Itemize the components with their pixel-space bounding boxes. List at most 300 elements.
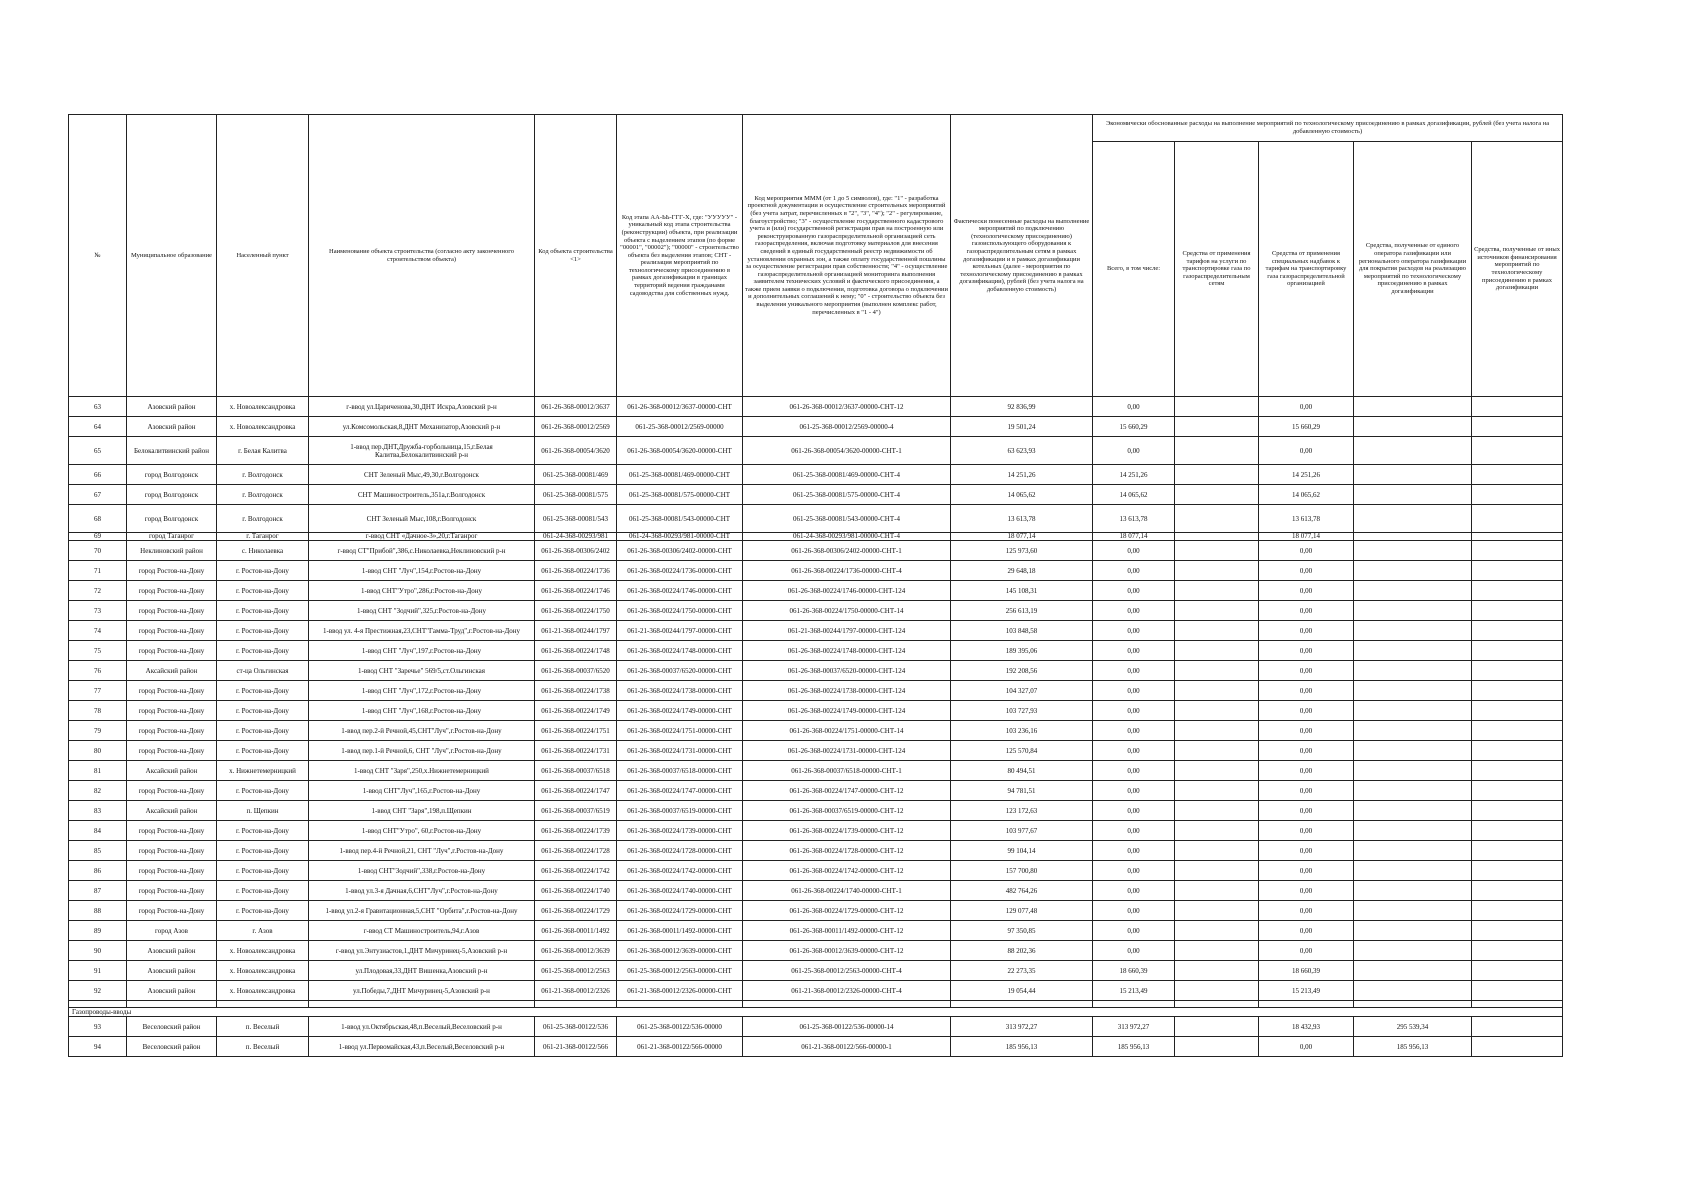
special-markups-cell: 0,00 bbox=[1259, 901, 1354, 921]
row-number: 72 bbox=[69, 581, 127, 601]
municipality-cell: город Ростов-на-Дону bbox=[127, 841, 217, 861]
actual-costs-cell: 185 956,13 bbox=[951, 1037, 1093, 1057]
total-cell: 18 077,14 bbox=[1093, 533, 1175, 541]
special-markups-cell: 14 251,26 bbox=[1259, 465, 1354, 485]
total-cell: 0,00 bbox=[1093, 721, 1175, 741]
municipality-cell: Азовский район bbox=[127, 961, 217, 981]
settlement-cell: г. Таганрог bbox=[217, 533, 309, 541]
settlement-cell: с. Николаевка bbox=[217, 541, 309, 561]
table-row bbox=[69, 505, 1563, 533]
special-markups-cell: 0,00 bbox=[1259, 541, 1354, 561]
operator-funds-cell: 295 539,34 bbox=[1354, 1017, 1472, 1037]
object-name-cell: 1-ввод ул.Октябрьская,48,п.Веселый,Веселовский р-н bbox=[309, 1017, 535, 1037]
event-code-cell: 061-26-368-00037/6520-00000-СНТ-124 bbox=[743, 661, 951, 681]
object-code-cell: 061-26-368-00224/1736 bbox=[535, 561, 617, 581]
event-code-cell: 061-25-368-00081/543-00000-СНТ-4 bbox=[743, 505, 951, 533]
object-name-cell: 1-ввод СНТ "Луч",154,г.Ростов-на-Дону bbox=[309, 561, 535, 581]
object-name-cell: 1-ввод СНТ"Луч",165,г.Ростов-на-Дону bbox=[309, 781, 535, 801]
row-number: 85 bbox=[69, 841, 127, 861]
settlement-cell: г. Волгодонск bbox=[217, 505, 309, 533]
event-code-cell: 061-26-368-00054/3620-00000-СНТ-1 bbox=[743, 437, 951, 465]
tariff-transport-cell bbox=[1175, 601, 1259, 621]
operator-funds-cell bbox=[1354, 821, 1472, 841]
separator-cell bbox=[951, 1001, 1093, 1008]
tariff-transport-cell bbox=[1175, 397, 1259, 417]
special-markups-cell: 0,00 bbox=[1259, 601, 1354, 621]
table-row bbox=[69, 561, 1563, 581]
stage-code-cell: 061-26-368-00224/1738-00000-СНТ bbox=[617, 681, 743, 701]
municipality-cell: город Ростов-на-Дону bbox=[127, 881, 217, 901]
settlement-cell: г. Ростов-на-Дону bbox=[217, 901, 309, 921]
stage-code-cell: 061-25-368-00012/2569-00000 bbox=[617, 417, 743, 437]
table-row bbox=[69, 581, 1563, 601]
table-row bbox=[69, 901, 1563, 921]
header-actual-costs: Фактически понесенные расходы на выполнение мероприятий по подключению (технологическому присоединению) газоиспользующего оборудования к газораспределительным сетям в рамках догазификации и в рамках догазификации котельных (далее - мероприятия по технологическому присоединению в рамках догазификации), рублей (без учета налога на добавленную стоимость) bbox=[951, 115, 1093, 397]
table-row bbox=[69, 981, 1563, 1001]
tariff-transport-cell bbox=[1175, 505, 1259, 533]
other-sources-cell bbox=[1472, 981, 1563, 1001]
settlement-cell: г. Белая Калитва bbox=[217, 437, 309, 465]
operator-funds-cell bbox=[1354, 861, 1472, 881]
total-cell: 0,00 bbox=[1093, 681, 1175, 701]
event-code-cell: 061-26-368-00012/3637-00000-СНТ-12 bbox=[743, 397, 951, 417]
table-row bbox=[69, 1017, 1563, 1037]
stage-code-cell: 061-21-368-00012/2326-00000-СНТ bbox=[617, 981, 743, 1001]
object-name-cell: 1-ввод СНТ "Луч",197,г.Ростов-на-Дону bbox=[309, 641, 535, 661]
object-code-cell: 061-26-368-00224/1749 bbox=[535, 701, 617, 721]
settlement-cell: г. Ростов-на-Дону bbox=[217, 681, 309, 701]
stage-code-cell: 061-21-368-00122/566-00000 bbox=[617, 1037, 743, 1057]
row-number: 69 bbox=[69, 533, 127, 541]
header-tariff-transport: Средства от применения тарифов на услуги по транспортировке газа по газораспределительным сетям bbox=[1175, 142, 1259, 397]
event-code-cell: 061-26-368-00224/1738-00000-СНТ-124 bbox=[743, 681, 951, 701]
row-number: 84 bbox=[69, 821, 127, 841]
tariff-transport-cell bbox=[1175, 621, 1259, 641]
total-cell: 0,00 bbox=[1093, 941, 1175, 961]
tariff-transport-cell bbox=[1175, 881, 1259, 901]
separator-row bbox=[69, 1001, 1563, 1008]
object-name-cell: 1-ввод ул.2-я Гравитационная,5,СНТ "Орбита",г.Ростов-на-Дону bbox=[309, 901, 535, 921]
operator-funds-cell bbox=[1354, 541, 1472, 561]
settlement-cell: п. Щепкин bbox=[217, 801, 309, 821]
row-number: 78 bbox=[69, 701, 127, 721]
event-code-cell: 061-25-368-00122/536-00000-14 bbox=[743, 1017, 951, 1037]
event-code-cell: 061-26-368-00224/1742-00000-СНТ-12 bbox=[743, 861, 951, 881]
table-row bbox=[69, 821, 1563, 841]
row-number: 91 bbox=[69, 961, 127, 981]
row-number: 82 bbox=[69, 781, 127, 801]
event-code-cell: 061-25-368-00081/469-00000-СНТ-4 bbox=[743, 465, 951, 485]
stage-code-cell: 061-26-368-00224/1736-00000-СНТ bbox=[617, 561, 743, 581]
object-code-cell: 061-26-368-00224/1739 bbox=[535, 821, 617, 841]
operator-funds-cell bbox=[1354, 533, 1472, 541]
object-name-cell: ул.Плодовая,33,ДНТ Вишенка,Азовский р-н bbox=[309, 961, 535, 981]
special-markups-cell: 0,00 bbox=[1259, 621, 1354, 641]
object-name-cell: 1-ввод СНТ "Заречье" 569/5,ст.Ольгинская bbox=[309, 661, 535, 681]
special-markups-cell: 0,00 bbox=[1259, 397, 1354, 417]
special-markups-cell: 0,00 bbox=[1259, 681, 1354, 701]
other-sources-cell bbox=[1472, 901, 1563, 921]
object-name-cell: 1-ввод СНТ "Луч",168,г.Ростов-на-Дону bbox=[309, 701, 535, 721]
separator-cell bbox=[1175, 1001, 1259, 1008]
row-number: 87 bbox=[69, 881, 127, 901]
header-group-economic-costs: Экономически обоснованные расходы на выполнение мероприятий по технологическому присоединению в рамках догазификации, рублей (без учета налога на добавленную стоимость) bbox=[1093, 115, 1563, 142]
total-cell: 0,00 bbox=[1093, 781, 1175, 801]
object-code-cell: 061-26-368-00037/6518 bbox=[535, 761, 617, 781]
municipality-cell: город Таганрог bbox=[127, 533, 217, 541]
object-code-cell: 061-26-368-00224/1746 bbox=[535, 581, 617, 601]
total-cell: 0,00 bbox=[1093, 741, 1175, 761]
stage-code-cell: 061-26-368-00012/3639-00000-СНТ bbox=[617, 941, 743, 961]
object-code-cell: 061-26-368-00012/3639 bbox=[535, 941, 617, 961]
municipality-cell: Веселовский район bbox=[127, 1037, 217, 1057]
special-markups-cell: 0,00 bbox=[1259, 581, 1354, 601]
actual-costs-cell: 129 077,48 bbox=[951, 901, 1093, 921]
operator-funds-cell bbox=[1354, 437, 1472, 465]
settlement-cell: г. Ростов-на-Дону bbox=[217, 641, 309, 661]
object-name-cell: ул.Победы,7,ДНТ Мичуринец-5,Азовский р-н bbox=[309, 981, 535, 1001]
other-sources-cell bbox=[1472, 801, 1563, 821]
header-municipality: Муниципальное образование bbox=[127, 115, 217, 397]
tariff-transport-cell bbox=[1175, 417, 1259, 437]
settlement-cell: г. Ростов-на-Дону bbox=[217, 881, 309, 901]
table-row bbox=[69, 541, 1563, 561]
section-row bbox=[69, 1008, 1563, 1017]
table-row bbox=[69, 465, 1563, 485]
other-sources-cell bbox=[1472, 1037, 1563, 1057]
special-markups-cell: 18 660,39 bbox=[1259, 961, 1354, 981]
tariff-transport-cell bbox=[1175, 921, 1259, 941]
object-name-cell: 1-ввод пер.2-й Речной,45,СНТ"Луч",г.Ростов-на-Дону bbox=[309, 721, 535, 741]
stage-code-cell: 061-26-368-00037/6519-00000-СНТ bbox=[617, 801, 743, 821]
object-code-cell: 061-26-368-00012/3637 bbox=[535, 397, 617, 417]
other-sources-cell bbox=[1472, 1017, 1563, 1037]
object-code-cell: 061-26-368-00224/1731 bbox=[535, 741, 617, 761]
event-code-cell: 061-21-368-00244/1797-00000-СНТ-124 bbox=[743, 621, 951, 641]
separator-cell bbox=[617, 1001, 743, 1008]
row-number: 74 bbox=[69, 621, 127, 641]
other-sources-cell bbox=[1472, 485, 1563, 505]
municipality-cell: город Ростов-на-Дону bbox=[127, 681, 217, 701]
stage-code-cell: 061-26-368-00306/2402-00000-СНТ bbox=[617, 541, 743, 561]
municipality-cell: город Ростов-на-Дону bbox=[127, 901, 217, 921]
total-cell: 18 660,39 bbox=[1093, 961, 1175, 981]
other-sources-cell bbox=[1472, 581, 1563, 601]
special-markups-cell: 13 613,78 bbox=[1259, 505, 1354, 533]
row-number: 80 bbox=[69, 741, 127, 761]
total-cell: 0,00 bbox=[1093, 581, 1175, 601]
row-number: 77 bbox=[69, 681, 127, 701]
operator-funds-cell bbox=[1354, 901, 1472, 921]
other-sources-cell bbox=[1472, 561, 1563, 581]
row-number: 93 bbox=[69, 1017, 127, 1037]
municipality-cell: город Волгодонск bbox=[127, 505, 217, 533]
operator-funds-cell bbox=[1354, 881, 1472, 901]
table-row bbox=[69, 801, 1563, 821]
municipality-cell: город Ростов-на-Дону bbox=[127, 781, 217, 801]
table-row bbox=[69, 1037, 1563, 1057]
settlement-cell: г. Ростов-на-Дону bbox=[217, 601, 309, 621]
table-row bbox=[69, 741, 1563, 761]
event-code-cell: 061-25-368-00081/575-00000-СНТ-4 bbox=[743, 485, 951, 505]
special-markups-cell: 0,00 bbox=[1259, 861, 1354, 881]
total-cell: 313 972,27 bbox=[1093, 1017, 1175, 1037]
special-markups-cell: 0,00 bbox=[1259, 801, 1354, 821]
object-code-cell: 061-25-368-00012/2563 bbox=[535, 961, 617, 981]
event-code-cell: 061-24-368-00293/981-00000-СНТ-4 bbox=[743, 533, 951, 541]
table-row bbox=[69, 701, 1563, 721]
object-name-cell: 1-ввод СНТ"Утро", 60,г.Ростов-на-Дону bbox=[309, 821, 535, 841]
other-sources-cell bbox=[1472, 533, 1563, 541]
other-sources-cell bbox=[1472, 861, 1563, 881]
other-sources-cell bbox=[1472, 661, 1563, 681]
operator-funds-cell bbox=[1354, 641, 1472, 661]
separator-cell bbox=[1093, 1001, 1175, 1008]
table-row bbox=[69, 761, 1563, 781]
stage-code-cell: 061-26-368-00224/1742-00000-СНТ bbox=[617, 861, 743, 881]
header-stage-code: Код этапа АА-ЬЬ-ГГГ-Х, где: "УУУУУ" - уникальный код этапа строительства (реконструкции) объекта, при реализации объекта с выделением этапов (по форме "00001", "00002"); "00000" - строительство объекта без выделения этапов; СНТ - реализация мероприятий по технологическому присоединению в рамках догазификации в границах территорий ведения гражданами садоводства для собственных нужд. bbox=[617, 115, 743, 397]
actual-costs-cell: 18 077,14 bbox=[951, 533, 1093, 541]
total-cell: 0,00 bbox=[1093, 841, 1175, 861]
tariff-transport-cell bbox=[1175, 533, 1259, 541]
stage-code-cell: 061-25-368-00081/575-00000-СНТ bbox=[617, 485, 743, 505]
actual-costs-cell: 125 973,60 bbox=[951, 541, 1093, 561]
object-name-cell: 1-ввод СНТ "Луч",172,г.Ростов-на-Дону bbox=[309, 681, 535, 701]
separator-cell bbox=[1354, 1001, 1472, 1008]
object-name-cell: 1-ввод СНТ "Заря",250,х.Нижнетемерницкий bbox=[309, 761, 535, 781]
other-sources-cell bbox=[1472, 741, 1563, 761]
stage-code-cell: 061-25-368-00012/2563-00000-СНТ bbox=[617, 961, 743, 981]
municipality-cell: город Ростов-на-Дону bbox=[127, 621, 217, 641]
other-sources-cell bbox=[1472, 417, 1563, 437]
total-cell: 0,00 bbox=[1093, 921, 1175, 941]
actual-costs-cell: 63 623,93 bbox=[951, 437, 1093, 465]
total-cell: 0,00 bbox=[1093, 661, 1175, 681]
municipality-cell: город Ростов-на-Дону bbox=[127, 821, 217, 841]
object-code-cell: 061-21-368-00122/566 bbox=[535, 1037, 617, 1057]
actual-costs-cell: 80 494,51 bbox=[951, 761, 1093, 781]
special-markups-cell: 0,00 bbox=[1259, 821, 1354, 841]
header-operator-funds: Средства, полученные от единого оператора газификации или регионального оператора газификации для покрытия расходов на реализацию мероприятий по технологическому присоединению в рамках догазификации bbox=[1354, 142, 1472, 397]
separator-cell bbox=[535, 1001, 617, 1008]
municipality-cell: город Ростов-на-Дону bbox=[127, 721, 217, 741]
operator-funds-cell bbox=[1354, 621, 1472, 641]
settlement-cell: х. Новоалександровка bbox=[217, 981, 309, 1001]
row-number: 76 bbox=[69, 661, 127, 681]
stage-code-cell: 061-26-368-00224/1731-00000-СНТ bbox=[617, 741, 743, 761]
operator-funds-cell bbox=[1354, 601, 1472, 621]
object-code-cell: 061-26-368-00224/1747 bbox=[535, 781, 617, 801]
actual-costs-cell: 313 972,27 bbox=[951, 1017, 1093, 1037]
object-name-cell: 1-ввод СНТ "Зодчий",325,г.Ростов-на-Дону bbox=[309, 601, 535, 621]
tariff-transport-cell bbox=[1175, 641, 1259, 661]
actual-costs-cell: 104 327,07 bbox=[951, 681, 1093, 701]
tariff-transport-cell bbox=[1175, 661, 1259, 681]
other-sources-cell bbox=[1472, 437, 1563, 465]
table-header bbox=[69, 115, 1563, 397]
actual-costs-cell: 97 350,85 bbox=[951, 921, 1093, 941]
total-cell: 0,00 bbox=[1093, 821, 1175, 841]
operator-funds-cell bbox=[1354, 941, 1472, 961]
operator-funds-cell bbox=[1354, 465, 1472, 485]
total-cell: 0,00 bbox=[1093, 397, 1175, 417]
event-code-cell: 061-25-368-00012/2563-00000-СНТ-4 bbox=[743, 961, 951, 981]
stage-code-cell: 061-25-368-00081/543-00000-СНТ bbox=[617, 505, 743, 533]
separator-cell bbox=[217, 1001, 309, 1008]
object-name-cell: 1-ввод ул.3-я Дачная,6,СНТ"Луч",г.Ростов-на-Дону bbox=[309, 881, 535, 901]
event-code-cell: 061-26-368-00037/6518-00000-СНТ-1 bbox=[743, 761, 951, 781]
total-cell: 15 660,29 bbox=[1093, 417, 1175, 437]
tariff-transport-cell bbox=[1175, 541, 1259, 561]
row-number: 67 bbox=[69, 485, 127, 505]
table-body bbox=[69, 397, 1563, 1057]
operator-funds-cell bbox=[1354, 485, 1472, 505]
tariff-transport-cell bbox=[1175, 961, 1259, 981]
object-name-cell: СНТ Зеленый Мыс,108,г.Волгодонск bbox=[309, 505, 535, 533]
stage-code-cell: 061-26-368-00054/3620-00000-СНТ bbox=[617, 437, 743, 465]
object-name-cell: СНТ Машиностроитель,351а,г.Волгодонск bbox=[309, 485, 535, 505]
actual-costs-cell: 145 108,31 bbox=[951, 581, 1093, 601]
stage-code-cell: 061-26-368-00224/1747-00000-СНТ bbox=[617, 781, 743, 801]
total-cell: 0,00 bbox=[1093, 561, 1175, 581]
municipality-cell: город Волгодонск bbox=[127, 465, 217, 485]
other-sources-cell bbox=[1472, 821, 1563, 841]
special-markups-cell: 18 432,93 bbox=[1259, 1017, 1354, 1037]
object-code-cell: 061-25-368-00081/575 bbox=[535, 485, 617, 505]
actual-costs-cell: 92 836,99 bbox=[951, 397, 1093, 417]
row-number: 94 bbox=[69, 1037, 127, 1057]
tariff-transport-cell bbox=[1175, 581, 1259, 601]
operator-funds-cell bbox=[1354, 561, 1472, 581]
event-code-cell: 061-26-368-00224/1739-00000-СНТ-12 bbox=[743, 821, 951, 841]
stage-code-cell: 061-26-368-00224/1749-00000-СНТ bbox=[617, 701, 743, 721]
table-row bbox=[69, 533, 1563, 541]
operator-funds-cell bbox=[1354, 721, 1472, 741]
special-markups-cell: 0,00 bbox=[1259, 437, 1354, 465]
total-cell: 14 065,62 bbox=[1093, 485, 1175, 505]
tariff-transport-cell bbox=[1175, 781, 1259, 801]
event-code-cell: 061-26-368-00011/1492-00000-СНТ-12 bbox=[743, 921, 951, 941]
object-code-cell: 061-24-368-00293/981 bbox=[535, 533, 617, 541]
row-number: 65 bbox=[69, 437, 127, 465]
table-row bbox=[69, 621, 1563, 641]
stage-code-cell: 061-24-368-00293/981-00000-СНТ bbox=[617, 533, 743, 541]
table-row bbox=[69, 601, 1563, 621]
settlement-cell: х. Новоалександровка bbox=[217, 961, 309, 981]
event-code-cell: 061-26-368-00224/1750-00000-СНТ-14 bbox=[743, 601, 951, 621]
municipality-cell: Белокалитвинский район bbox=[127, 437, 217, 465]
other-sources-cell bbox=[1472, 541, 1563, 561]
operator-funds-cell bbox=[1354, 417, 1472, 437]
separator-cell bbox=[127, 1001, 217, 1008]
header-object-code: Код объекта строительства <1> bbox=[535, 115, 617, 397]
table-row bbox=[69, 861, 1563, 881]
settlement-cell: г. Ростов-на-Дону bbox=[217, 861, 309, 881]
municipality-cell: город Ростов-на-Дону bbox=[127, 581, 217, 601]
settlement-cell: г. Ростов-на-Дону bbox=[217, 621, 309, 641]
event-code-cell: 061-26-368-00224/1748-00000-СНТ-124 bbox=[743, 641, 951, 661]
stage-code-cell: 061-26-368-00224/1739-00000-СНТ bbox=[617, 821, 743, 841]
actual-costs-cell: 14 065,62 bbox=[951, 485, 1093, 505]
stage-code-cell: 061-26-368-00012/3637-00000-СНТ bbox=[617, 397, 743, 417]
tariff-transport-cell bbox=[1175, 1017, 1259, 1037]
settlement-cell: п. Веселый bbox=[217, 1037, 309, 1057]
stage-code-cell: 061-26-368-00011/1492-00000-СНТ bbox=[617, 921, 743, 941]
table-row bbox=[69, 881, 1563, 901]
object-code-cell: 061-26-368-00012/2569 bbox=[535, 417, 617, 437]
total-cell: 0,00 bbox=[1093, 761, 1175, 781]
row-number: 71 bbox=[69, 561, 127, 581]
header-special-markups: Средства от применения специальных надбавок к тарифам на транспортировку газа газораспределительной организацией bbox=[1259, 142, 1354, 397]
total-cell: 0,00 bbox=[1093, 641, 1175, 661]
table-row bbox=[69, 417, 1563, 437]
other-sources-cell bbox=[1472, 505, 1563, 533]
municipality-cell: Веселовский район bbox=[127, 1017, 217, 1037]
special-markups-cell: 15 660,29 bbox=[1259, 417, 1354, 437]
operator-funds-cell bbox=[1354, 741, 1472, 761]
operator-funds-cell bbox=[1354, 981, 1472, 1001]
special-markups-cell: 18 077,14 bbox=[1259, 533, 1354, 541]
table-row bbox=[69, 641, 1563, 661]
stage-code-cell: 061-25-368-00122/536-00000 bbox=[617, 1017, 743, 1037]
settlement-cell: г. Ростов-на-Дону bbox=[217, 701, 309, 721]
actual-costs-cell: 103 236,16 bbox=[951, 721, 1093, 741]
stage-code-cell: 061-26-368-00224/1750-00000-СНТ bbox=[617, 601, 743, 621]
actual-costs-cell: 103 848,58 bbox=[951, 621, 1093, 641]
event-code-cell: 061-26-368-00224/1749-00000-СНТ-124 bbox=[743, 701, 951, 721]
stage-code-cell: 061-26-368-00224/1740-00000-СНТ bbox=[617, 881, 743, 901]
settlement-cell: г. Ростов-на-Дону bbox=[217, 741, 309, 761]
settlement-cell: г. Волгодонск bbox=[217, 485, 309, 505]
header-event-code: Код мероприятия МММ (от 1 до 5 символов), где: "1" - разработка проектной документации и осуществление строительных мероприятий (без учета затрат, перечисленных в "2", "3", "4"); "2" - регулирование, благоустройство; "3" - осуществление государственного кадастрового учета и (или) государственной регистрации прав на построенную или реконструированную газораспределительной организацией сеть газораспределения, включая подготовку материалов для внесения сведений в единый государственный реестр недвижимости об установлении охранных зон, а также оплату государственной пошлины за осуществление регистрации прав собственности; "4" - осуществление газораспределительной организацией мониторинга выполнения заявителем технических условий и фактического присоединения, а также прием заявки о подключении, подготовка договора о подключении и дополнительных соглашений к нему; "0" - строительство объекта без выделения уникального мероприятия (выполнен комплекс работ, перечисленных в "1 - 4") bbox=[743, 115, 951, 397]
table-row bbox=[69, 661, 1563, 681]
municipality-cell: город Азов bbox=[127, 921, 217, 941]
row-number: 89 bbox=[69, 921, 127, 941]
object-code-cell: 061-26-368-00224/1738 bbox=[535, 681, 617, 701]
special-markups-cell: 0,00 bbox=[1259, 1037, 1354, 1057]
special-markups-cell: 0,00 bbox=[1259, 641, 1354, 661]
separator-cell bbox=[1259, 1001, 1354, 1008]
event-code-cell: 061-26-368-00224/1731-00000-СНТ-124 bbox=[743, 741, 951, 761]
object-name-cell: г-ввод СНТ «Дачное-3»,20,г.Таганрог bbox=[309, 533, 535, 541]
object-name-cell: ул.Комсомольская,8,ДНТ Механизатор,Азовский р-н bbox=[309, 417, 535, 437]
total-cell: 0,00 bbox=[1093, 701, 1175, 721]
event-code-cell: 061-26-368-00224/1746-00000-СНТ-124 bbox=[743, 581, 951, 601]
settlement-cell: г. Ростов-на-Дону bbox=[217, 721, 309, 741]
operator-funds-cell bbox=[1354, 581, 1472, 601]
stage-code-cell: 061-21-368-00244/1797-00000-СНТ bbox=[617, 621, 743, 641]
other-sources-cell bbox=[1472, 841, 1563, 861]
object-name-cell: СНТ Зеленый Мыс,49,30,г.Волгодонск bbox=[309, 465, 535, 485]
header-object-name: Наименование объекта строительства (согласно акту законченного строительством объекта) bbox=[309, 115, 535, 397]
tariff-transport-cell bbox=[1175, 741, 1259, 761]
total-cell: 0,00 bbox=[1093, 861, 1175, 881]
event-code-cell: 061-26-368-00306/2402-00000-СНТ-1 bbox=[743, 541, 951, 561]
actual-costs-cell: 192 208,56 bbox=[951, 661, 1093, 681]
total-cell: 185 956,13 bbox=[1093, 1037, 1175, 1057]
stage-code-cell: 061-25-368-00081/469-00000-СНТ bbox=[617, 465, 743, 485]
object-code-cell: 061-26-368-00224/1740 bbox=[535, 881, 617, 901]
row-number: 73 bbox=[69, 601, 127, 621]
actual-costs-cell: 125 570,84 bbox=[951, 741, 1093, 761]
municipality-cell: Азовский район bbox=[127, 417, 217, 437]
table-row bbox=[69, 961, 1563, 981]
operator-funds-cell: 185 956,13 bbox=[1354, 1037, 1472, 1057]
actual-costs-cell: 88 202,36 bbox=[951, 941, 1093, 961]
row-number: 79 bbox=[69, 721, 127, 741]
object-code-cell: 061-21-368-00012/2326 bbox=[535, 981, 617, 1001]
object-code-cell: 061-26-368-00224/1748 bbox=[535, 641, 617, 661]
